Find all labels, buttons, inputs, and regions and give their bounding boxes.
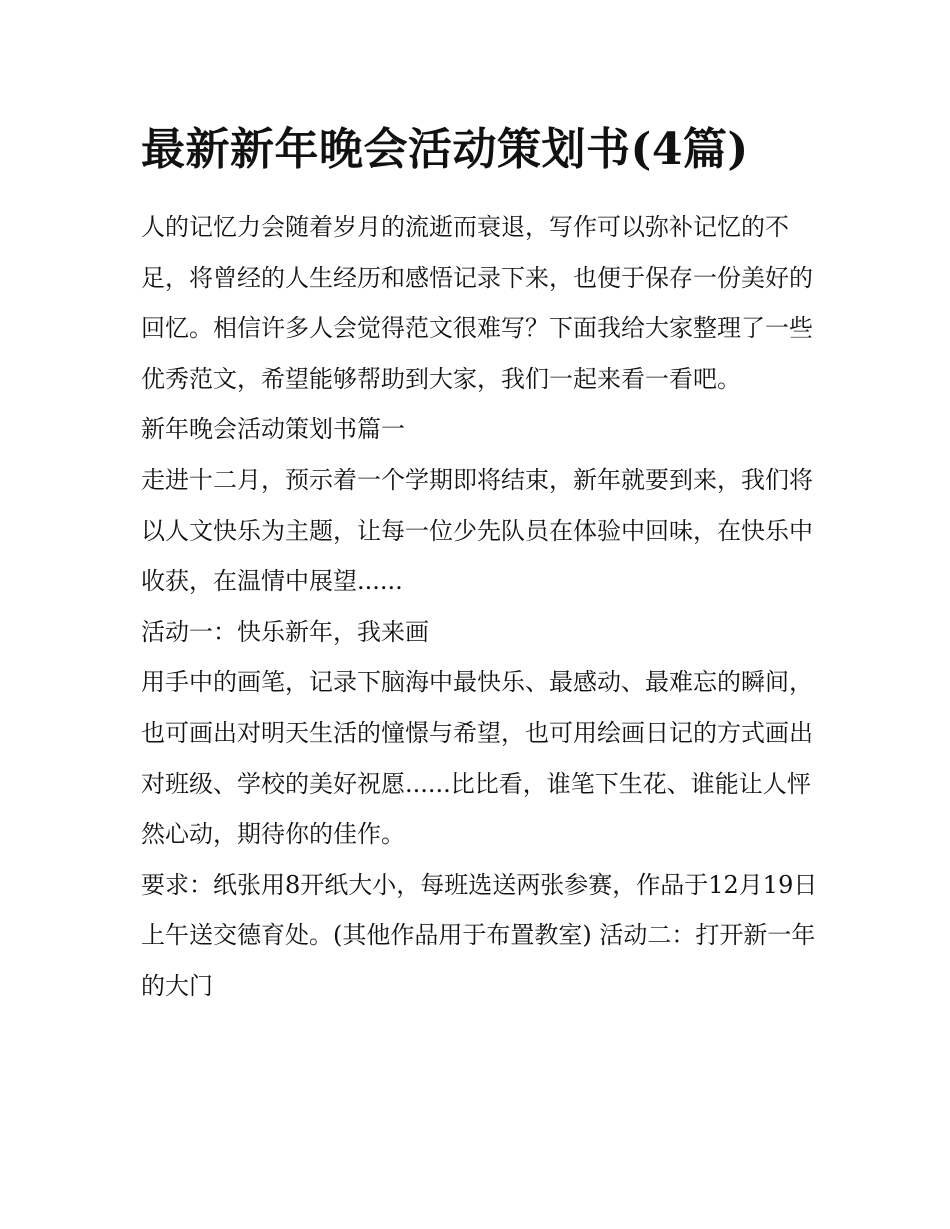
body-paragraph: 走进十二月，预示着一个学期即将结束，新年就要到来，我们将以人文快乐为主题，让每一位少先队员在体验中回味，在快乐中收获，在温情中展望...... xyxy=(141,465,813,596)
document-page xyxy=(141,112,821,1012)
activity-one-heading: 活动一：快乐新年，我来画 xyxy=(141,617,429,646)
body-paragraph: 用手中的画笔，记录下脑海中最快乐、最感动、最难忘的瞬间，也可画出对明天生活的憧憬与希望，也可用绘画日记的方式画出对班级、学校的美好祝愿......比比看，谁笔下生花、谁能让人怦然心动，期待你的佳作。 xyxy=(141,668,813,849)
requirements-paragraph: 要求：纸张用8开纸大小，每班选送两张参赛，作品于12月19日上午送交德育处。(其他作品用于布置教室) 活动二：打开新一年的大门 xyxy=(141,870,818,1000)
section-heading-part-one: 新年晚会活动策划书篇一 xyxy=(141,415,405,444)
intro-paragraph: 人的记忆力会随着岁月的流逝而衰退，写作可以弥补记忆的不足，将曾经的人生经历和感悟记录下来，也便于保存一份美好的回忆。相信许多人会觉得范文很难写？下面我给大家整理了一些优秀范文，希望能够帮助到大家，我们一起来看一看吧。 xyxy=(141,213,813,393)
document-title: 最新新年晚会活动策划书(4篇) xyxy=(141,124,749,175)
